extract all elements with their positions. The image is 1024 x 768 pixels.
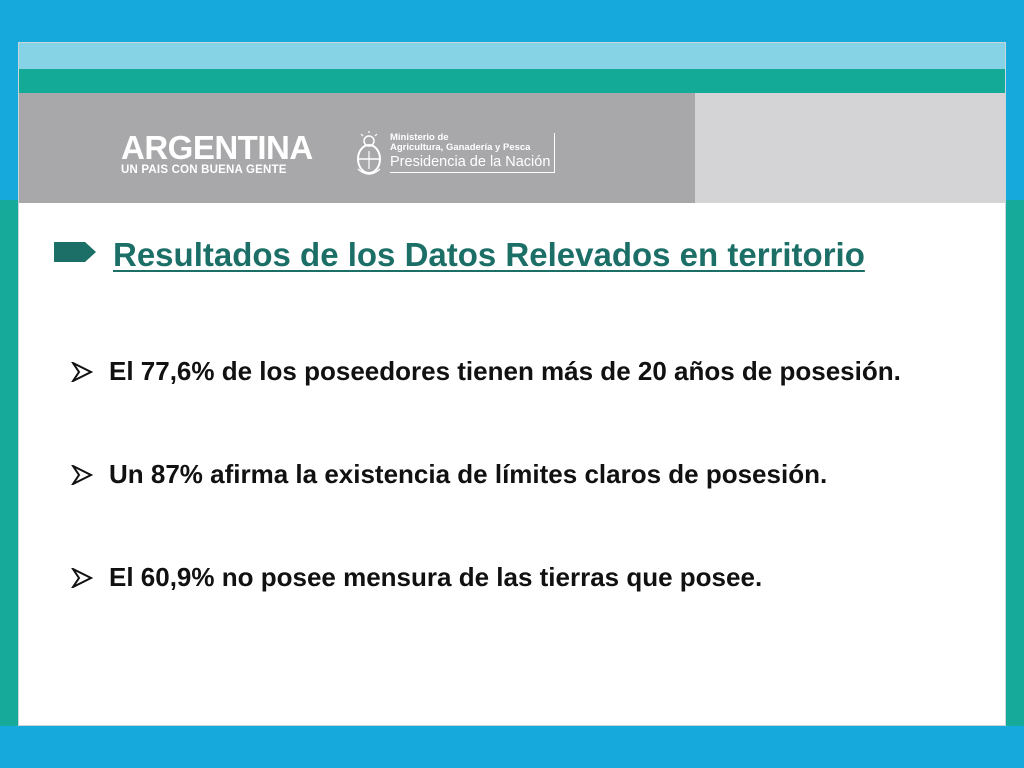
header-stripe-teal [19,69,1005,93]
header-banner-end [695,93,1006,203]
arrowhead-bullet-icon [71,465,93,485]
bullet-item [69,558,981,597]
bullet-list [69,352,981,597]
argentina-logo [121,131,313,177]
ministry-line-2: Agricultura, Ganadería y Pesca [390,142,531,154]
bullet-item [69,352,981,391]
bullet-text: Un 87% afirma la existencia de límites claros de posesión. [109,459,828,489]
logo-main-text: ARGENTINA [121,129,313,166]
ministry-line-1: Ministerio de [390,132,449,143]
tag-arrow-icon [53,241,97,263]
frame-side-right [1006,200,1024,726]
ministry-line-3: Presidencia de la Nación [390,153,551,170]
frame-side-left [0,200,18,726]
bullet-text: El 60,9% no posee mensura de las tierras que posee. [109,562,763,592]
slide [18,42,1006,726]
bullet-text: El 77,6% de los poseedores tienen más de 20 años de posesión. [109,356,901,386]
arrowhead-bullet-icon [71,568,93,588]
arrowhead-bullet-icon [71,362,93,382]
frame-bottom [0,726,1024,768]
ministry-logo [390,133,555,173]
national-seal-icon [354,129,384,181]
logo-tagline: UN PAIS CON BUENA GENTE [121,164,287,176]
slide-title: Resultados de los Datos Relevados en territorio [113,236,865,273]
header-stripe-light [19,43,1005,69]
bullet-item [69,455,981,494]
